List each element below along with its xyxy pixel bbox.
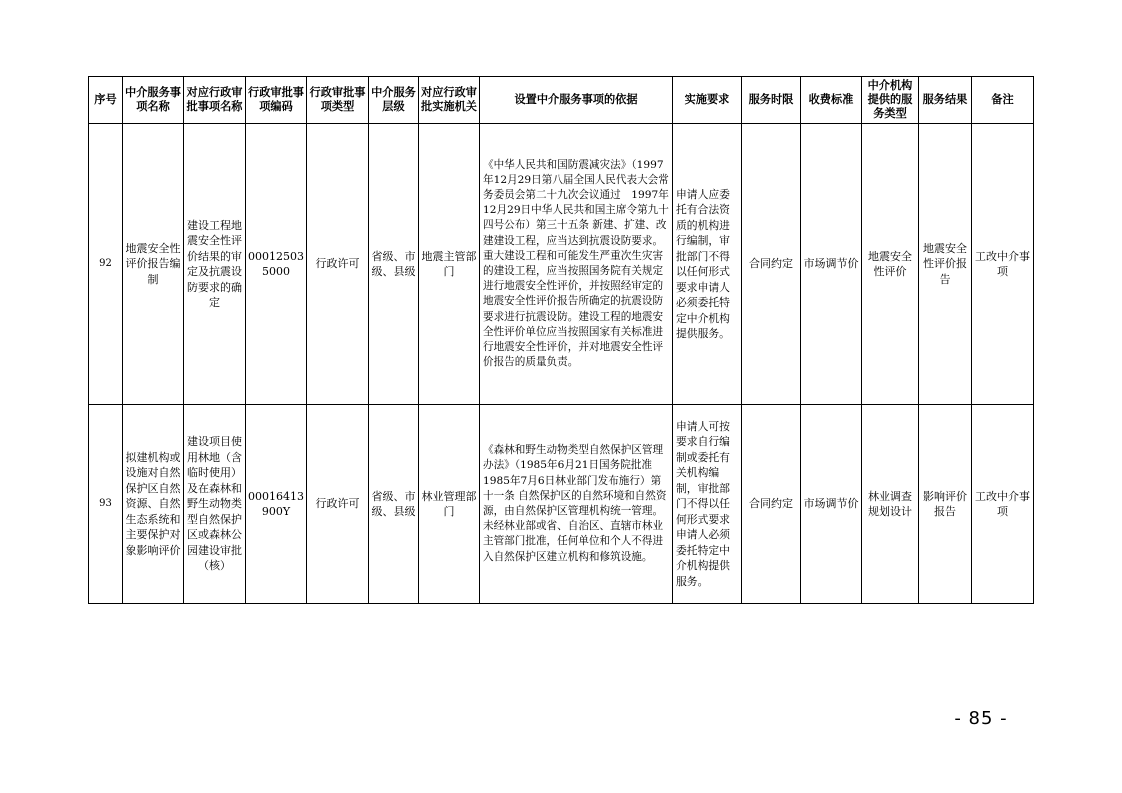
cell-approval-item: 建设工程地震安全性评价结果的审定及抗震设防要求的确定: [184, 124, 246, 405]
cell-fee: 市场调节价: [801, 405, 862, 604]
header-service-level: 中介服务层级: [369, 77, 419, 124]
header-result: 服务结果: [919, 77, 972, 124]
cell-time-limit: 合同约定: [742, 405, 801, 604]
cell-approval-code: 000125035000: [246, 124, 307, 405]
cell-basis: 《中华人民共和国防震减灾法》（1997年12月29日第八届全国人民代表大会常务委员会第二十九次会议通过 1997年12月29日中华人民共和国主席令第九十四号公布）第三十五条 新建、扩建、改建建设工程，应当达到抗震设防要求。重大建设工程和可能发生严重次生灾害的建设工程，应当按照国务院有关规定进行地震安全性评价，并按照经审定的地震安全性评价报告所确定的抗震设防要求进行抗震设防。建设工程的地震安全性评价单位应当按照国家有关标准进行地震安全性评价，并对地震安全性评价报告的质量负责。: [480, 124, 673, 405]
header-remark: 备注: [972, 77, 1034, 124]
page-number: - 85 -: [954, 708, 1008, 729]
cell-authority: 林业管理部门: [419, 405, 480, 604]
cell-service-type: 地震安全性评价: [862, 124, 919, 405]
cell-basis: 《森林和野生动物类型自然保护区管理办法》（1985年6月21日国务院批准 1985年7月6日林业部门发布施行）第十一条 自然保护区的自然环境和自然资源，由自然保护区管理机构统一管理。未经林业部或省、自治区、直辖市林业主管部门批准，任何单位和个人不得进入自然保护区建立机构和修筑设施。: [480, 405, 673, 604]
header-authority: 对应行政审批实施机关: [419, 77, 480, 124]
cell-service-type: 林业调查规划设计: [862, 405, 919, 604]
cell-remark: 工改中介事项: [972, 124, 1034, 405]
intermediary-service-table: [88, 76, 1034, 604]
cell-requirement: 申请人应委托有合法资质的机构进行编制，审批部门不得以任何形式要求申请人必须委托特定中介机构提供服务。: [673, 124, 742, 405]
cell-no: 92: [89, 124, 123, 405]
header-requirement: 实施要求: [673, 77, 742, 124]
cell-service-name: 拟建机构或设施对自然保护区自然资源、自然生态系统和主要保护对象影响评价: [123, 405, 184, 604]
header-service-name: 中介服务事项名称: [123, 77, 184, 124]
cell-requirement: 申请人可按要求自行编制或委托有关机构编制，审批部门不得以任何形式要求申请人必须委托特定中介机构提供服务。: [673, 405, 742, 604]
cell-result: 影响评价报告: [919, 405, 972, 604]
cell-no: 93: [89, 405, 123, 604]
cell-approval-type: 行政许可: [307, 124, 369, 405]
header-fee: 收费标准: [801, 77, 862, 124]
table-row: [89, 124, 1034, 405]
table-row: [89, 405, 1034, 604]
header-basis: 设置中介服务事项的依据: [480, 77, 673, 124]
cell-approval-code: 00016413900Y: [246, 405, 307, 604]
header-time-limit: 服务时限: [742, 77, 801, 124]
header-service-type: 中介机构提供的服务类型: [862, 77, 919, 124]
header-approval-type: 行政审批事项类型: [307, 77, 369, 124]
cell-result: 地震安全性评价报告: [919, 124, 972, 405]
cell-approval-item: 建设项目使用林地（含临时使用）及在森林和野生动物类型自然保护区或森林公园建设审批（核）: [184, 405, 246, 604]
header-approval-item: 对应行政审批事项名称: [184, 77, 246, 124]
cell-service-name: 地震安全性评价报告编制: [123, 124, 184, 405]
cell-fee: 市场调节价: [801, 124, 862, 405]
cell-authority: 地震主管部门: [419, 124, 480, 405]
header-approval-code: 行政审批事项编码: [246, 77, 307, 124]
cell-remark: 工改中介事项: [972, 405, 1034, 604]
cell-time-limit: 合同约定: [742, 124, 801, 405]
cell-service-level: 省级、市级、县级: [369, 124, 419, 405]
cell-service-level: 省级、市级、县级: [369, 405, 419, 604]
cell-approval-type: 行政许可: [307, 405, 369, 604]
header-no: 序号: [89, 77, 123, 124]
table-header-row: [89, 77, 1034, 124]
